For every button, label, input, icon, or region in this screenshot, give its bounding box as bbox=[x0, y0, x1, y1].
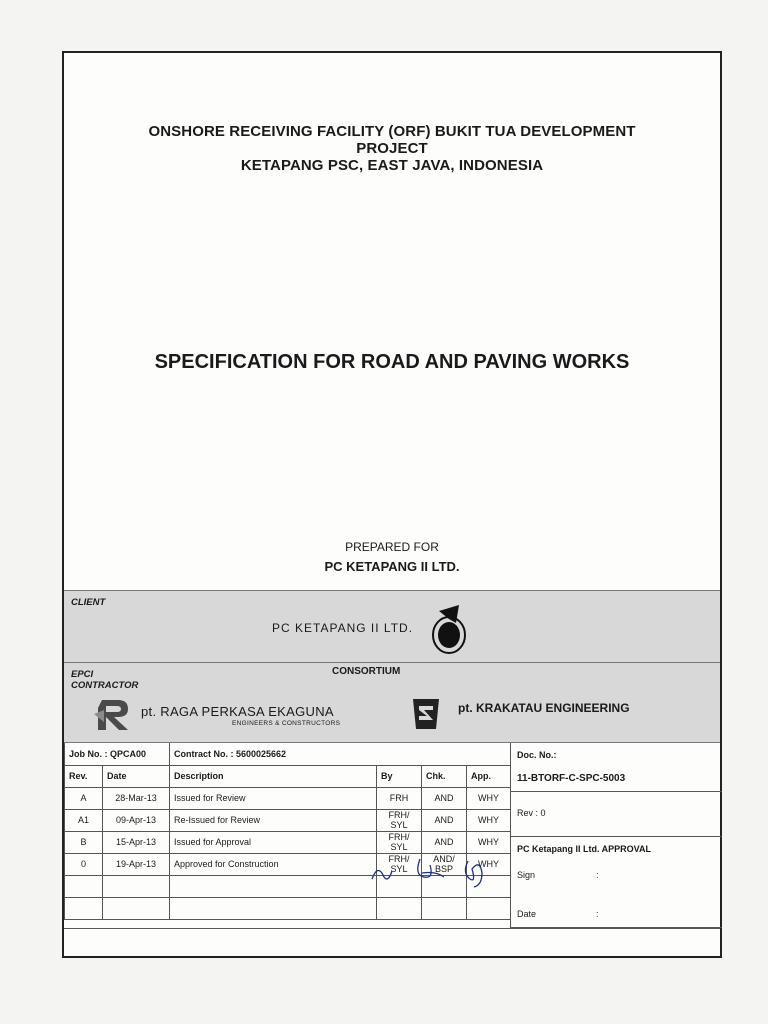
client-name: PC KETAPANG II LTD. bbox=[272, 621, 414, 635]
empty-cell bbox=[467, 897, 511, 919]
project-title bbox=[64, 123, 720, 174]
doc-no-row bbox=[511, 765, 722, 792]
revision-table bbox=[64, 743, 511, 920]
by-cell: FRH/ SYL bbox=[377, 831, 422, 853]
raga-perkasa-logo-icon bbox=[92, 698, 132, 732]
table-row bbox=[65, 809, 511, 831]
date-colon: : bbox=[596, 909, 599, 919]
app-cell: WHY bbox=[467, 831, 511, 853]
date-cell: 09-Apr-13 bbox=[103, 809, 170, 831]
col-header-app: App. bbox=[467, 765, 511, 787]
doc-no-label: Doc. No.: bbox=[517, 750, 557, 760]
doc-no-label-row bbox=[511, 743, 722, 765]
chk-cell: AND bbox=[422, 787, 467, 809]
chk-cell: AND/ BSP bbox=[422, 853, 467, 875]
approval-row bbox=[511, 837, 722, 859]
col-header-by: By bbox=[377, 765, 422, 787]
by-cell: FRH/ SYL bbox=[377, 853, 422, 875]
rev-cell: A bbox=[65, 787, 103, 809]
empty-cell bbox=[65, 897, 103, 919]
table-row bbox=[65, 787, 511, 809]
empty-cell bbox=[170, 897, 377, 919]
krakatau-engineering-logo-icon bbox=[410, 696, 442, 732]
project-location: KETAPANG PSC, EAST JAVA, INDONESIA bbox=[240, 157, 544, 174]
col-header-chk: Chk. bbox=[422, 765, 467, 787]
date-cell: 15-Apr-13 bbox=[103, 831, 170, 853]
empty-cell bbox=[65, 875, 103, 897]
epci-label-line1: EPCI bbox=[71, 669, 94, 680]
date-cell: 28-Mar-13 bbox=[103, 787, 170, 809]
by-cell: FRH bbox=[377, 787, 422, 809]
consortium-label: CONSORTIUM bbox=[332, 666, 401, 677]
rev-cell: B bbox=[65, 831, 103, 853]
date-row bbox=[511, 889, 722, 928]
empty-cell bbox=[377, 897, 422, 919]
sign-label: Sign bbox=[517, 870, 536, 880]
client-label: CLIENT bbox=[71, 597, 106, 608]
prepared-for-client: PC KETAPANG II LTD. bbox=[324, 559, 460, 574]
job-row bbox=[65, 743, 511, 765]
description-cell: Re-Issued for Review bbox=[170, 809, 377, 831]
description-cell: Approved for Construction bbox=[170, 853, 377, 875]
description-cell: Issued for Review bbox=[170, 787, 377, 809]
handwritten-signatures bbox=[364, 851, 504, 891]
chk-cell: AND bbox=[422, 809, 467, 831]
raga-perkasa-subtitle: ENGINEERS & CONSTRUCTORS bbox=[232, 720, 341, 727]
empty-cell bbox=[170, 875, 377, 897]
description-cell: Issued for Approval bbox=[170, 831, 377, 853]
krakatau-engineering-name: pt. KRAKATAU ENGINEERING bbox=[458, 701, 630, 715]
prepared-for-label: PREPARED FOR bbox=[345, 540, 439, 554]
chk-cell: AND bbox=[422, 831, 467, 853]
epci-label-line2: CONTRACTOR bbox=[71, 680, 139, 691]
epci-contractor-band bbox=[64, 663, 720, 743]
sign-row bbox=[511, 859, 722, 889]
revision-header-row bbox=[65, 765, 511, 787]
bottom-rule bbox=[64, 928, 720, 929]
job-number: Job No. : QPCA00 bbox=[65, 743, 170, 765]
approval-label: PC Ketapang II Ltd. APPROVAL bbox=[517, 844, 652, 854]
col-header-description: Description bbox=[170, 765, 377, 787]
date-cell: 19-Apr-13 bbox=[103, 853, 170, 875]
empty-cell bbox=[103, 897, 170, 919]
client-band bbox=[64, 590, 720, 663]
app-cell: WHY bbox=[467, 787, 511, 809]
col-header-date: Date bbox=[103, 765, 170, 787]
empty-cell bbox=[422, 897, 467, 919]
col-header-rev: Rev. bbox=[65, 765, 103, 787]
epci-contractor-label bbox=[71, 669, 138, 691]
rev-cell: A1 bbox=[65, 809, 103, 831]
rev-row bbox=[511, 792, 722, 837]
rev-value: Rev : 0 bbox=[517, 808, 546, 818]
date-label: Date bbox=[517, 909, 537, 919]
app-cell: WHY bbox=[467, 809, 511, 831]
doc-number: 11-BTORF-C-SPC-5003 bbox=[517, 773, 626, 784]
rev-cell: 0 bbox=[65, 853, 103, 875]
document-sheet bbox=[62, 51, 722, 958]
specification-title: SPECIFICATION FOR ROAD AND PAVING WORKS bbox=[154, 351, 630, 373]
empty-cell bbox=[103, 875, 170, 897]
table-row bbox=[65, 831, 511, 853]
sign-colon: : bbox=[596, 870, 599, 880]
petronas-logo-icon bbox=[429, 601, 469, 657]
contract-number: Contract No. : 5600025662 bbox=[170, 743, 511, 765]
document-number-box bbox=[510, 743, 722, 928]
by-cell: FRH/ SYL bbox=[377, 809, 422, 831]
table-row bbox=[65, 897, 511, 919]
project-title-line1: ONSHORE RECEIVING FACILITY (ORF) BUKIT TUA DEVELOPMENT bbox=[148, 123, 636, 140]
app-cell: WHY bbox=[467, 853, 511, 875]
raga-perkasa-name: pt. RAGA PERKASA EKAGUNA bbox=[141, 704, 334, 719]
project-title-line2: PROJECT bbox=[356, 140, 428, 157]
